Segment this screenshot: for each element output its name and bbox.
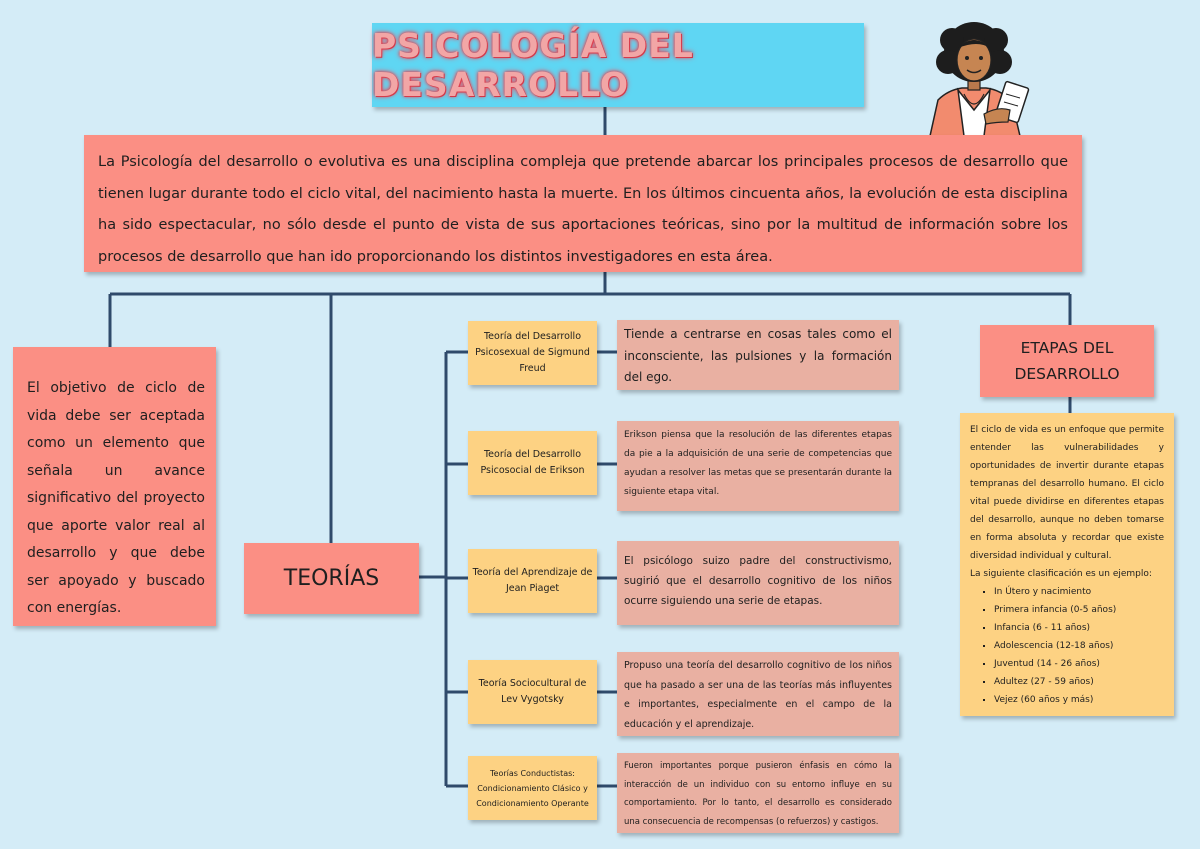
page-title: PSICOLOGÍA DEL DESARROLLO xyxy=(372,26,694,104)
desc-erikson: Erikson piensa que la resolución de las diferentes etapas da pie a la adquisición de una serie de competencias que ayudan a resolver las metas que se presentarán durante la siguiente etapa vital. xyxy=(617,421,899,511)
stages-list xyxy=(970,583,1164,709)
list-item: ▪ Primera infancia (0-5 años) xyxy=(994,601,1164,619)
stages-box xyxy=(960,413,1174,716)
list-item: ▪ Adultez (27 - 59 años) xyxy=(994,673,1164,691)
desc-freud: Tiende a centrarse en cosas tales como el inconsciente, las pulsiones y la formación del ego. xyxy=(617,320,899,390)
theory-freud: Teoría del Desarrollo Psicosexual de Sigmund Freud xyxy=(468,321,597,385)
woman-illustration-icon xyxy=(918,18,1030,136)
list-item: ▪ Vejez (60 años y más) xyxy=(994,691,1164,709)
intro-box: La Psicología del desarrollo o evolutiva es una disciplina compleja que pretende abarcar los principales procesos de desarrollo que tienen lugar durante todo el ciclo vital, del nacimiento hasta la muerte. En los últimos cincuenta años, la evolución de esta disciplina ha sido espectacular, no sólo desde el punto de vista de sus aportaciones teóricas, sino por la multitud de información sobre los procesos de desarrollo que han ido proporcionando los distintos investigadores en esta área. xyxy=(84,135,1082,272)
stages-text: El ciclo de vida es un enfoque que permite entender las vulnerabilidades y oportunidades de invertir durante etapas tempranas del desarrollo humano. El ciclo vital puede dividirse en diferentes etapas del desarrollo, aunque no deben tomarse en forma absoluta y recordar que existe diversidad individual y cultural. xyxy=(970,425,1164,561)
title-box xyxy=(372,23,864,107)
desc-conductistas: Fueron importantes porque pusieron énfasis en cómo la interacción de un individuo con su entorno influye en su comportamiento. Por lo tanto, el desarrollo es considerado una consecuencia de recompensas (o refuerzos) y castigos. xyxy=(617,753,899,833)
list-item: ▪ Adolescencia (12-18 años) xyxy=(994,637,1164,655)
theory-vygotsky: Teoría Sociocultural de Lev Vygotsky xyxy=(468,660,597,724)
list-item: ▪ In Útero y nacimiento xyxy=(994,583,1164,601)
stages-list-intro: La siguiente clasificación es un ejemplo: xyxy=(970,569,1152,579)
desc-vygotsky: Propuso una teoría del desarrollo cognitivo de los niños que ha pasado a ser una de las teorías más influyentes e importantes, especialmente en el campo de la educación y el aprendizaje. xyxy=(617,652,899,736)
desc-piaget: El psicólogo suizo padre del constructivismo, sugirió que el desarrollo cognitivo de los niños ocurre siguiendo una serie de etapas. xyxy=(617,541,899,625)
theory-conductistas: Teorías Conductistas: Condicionamiento Clásico y Condicionamiento Operante xyxy=(468,756,597,820)
etapas-box: ETAPAS DEL DESARROLLO xyxy=(980,325,1154,397)
objective-box: El objetivo de ciclo de vida debe ser aceptada como un elemento que señala un avance significativo del proyecto que aporte valor real al desarrollo y que debe ser apoyado y buscado con energías. xyxy=(13,347,216,626)
teorias-box: TEORÍAS xyxy=(244,543,419,614)
theory-erikson: Teoría del Desarrollo Psicosocial de Erikson xyxy=(468,431,597,495)
list-item: ▪ Infancia (6 - 11 años) xyxy=(994,619,1164,637)
theory-piaget: Teoría del Aprendizaje de Jean Piaget xyxy=(468,549,597,613)
list-item: ▪ Juventud (14 - 26 años) xyxy=(994,655,1164,673)
